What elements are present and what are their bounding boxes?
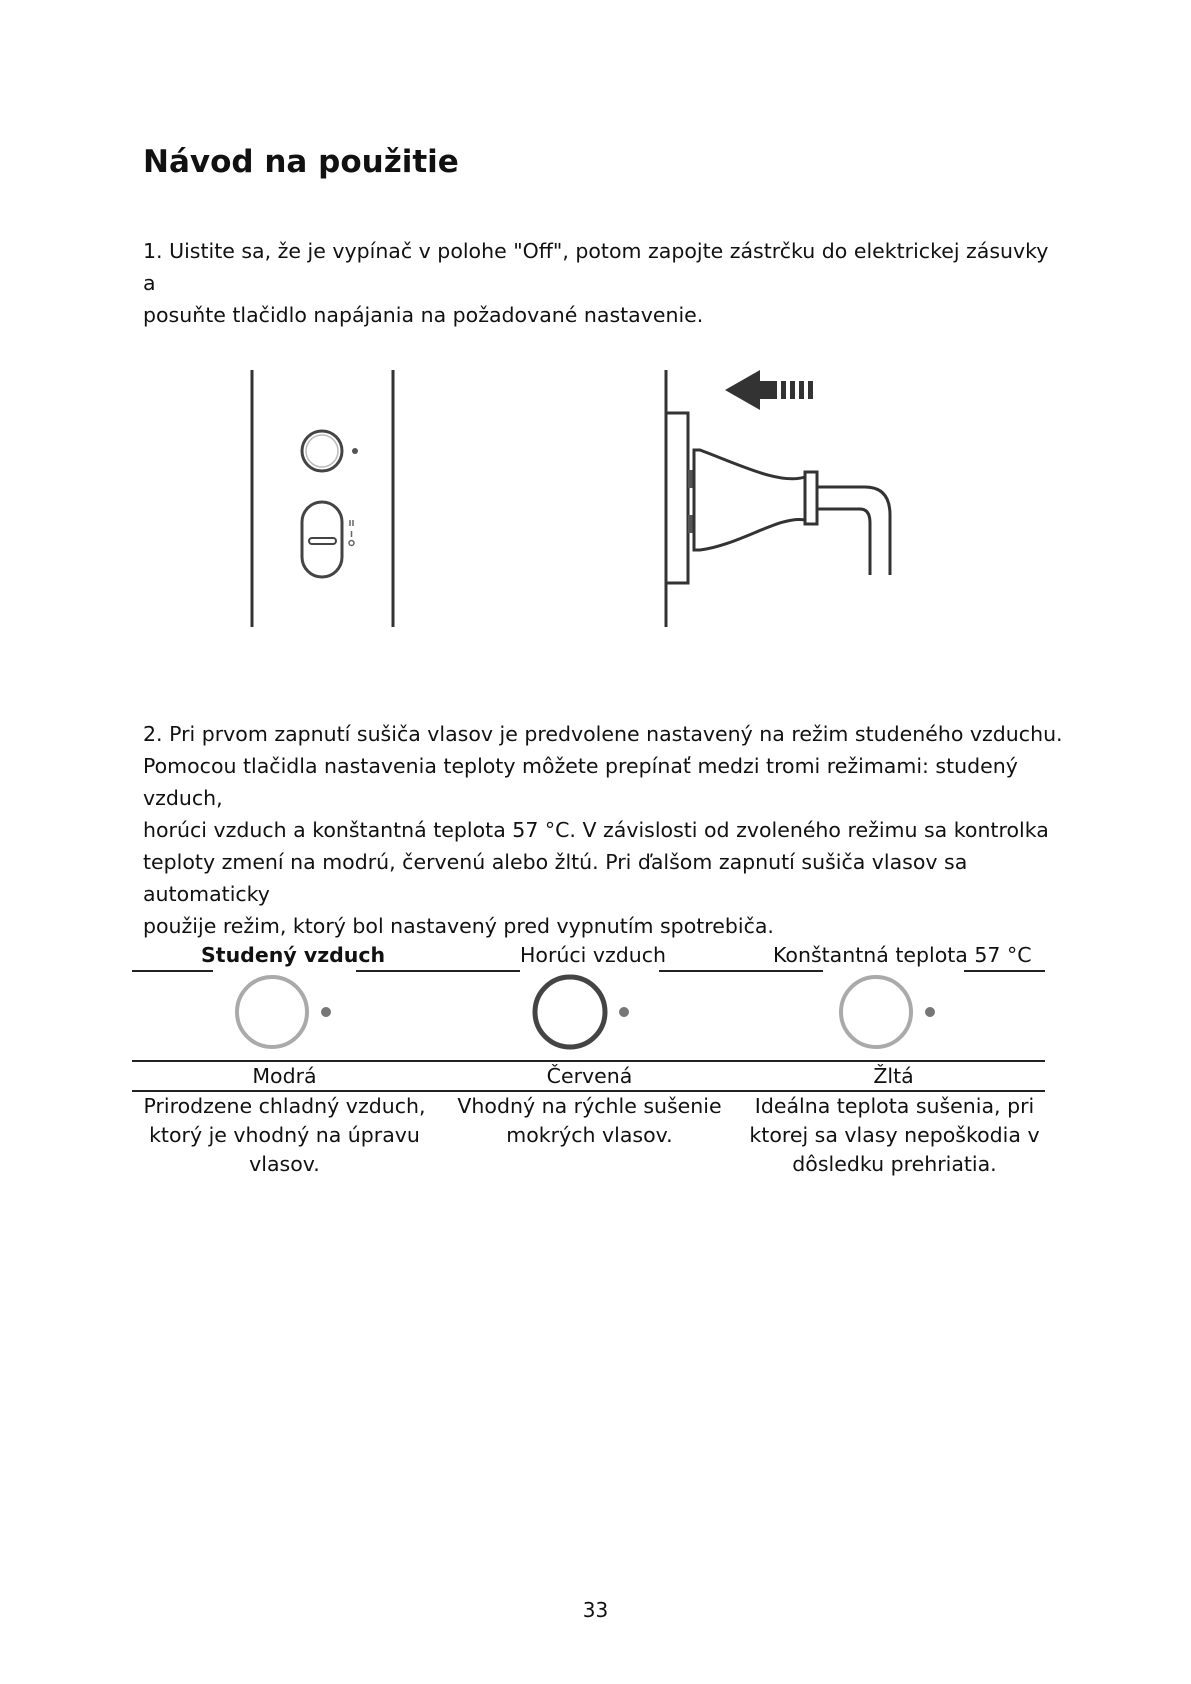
mode-header-hot: Horúci vzduch <box>520 943 667 967</box>
mode-desc-line: mokrých vlasov. <box>506 1123 673 1147</box>
step-2-line: teploty zmení na modrú, červenú alebo žltú. Pri ďalšom zapnutí sušiča vlasov sa automaticky <box>143 850 968 906</box>
step-2-line: Pomocou tlačidla nastavenia teploty môžete prepínať medzi tromi režimami: studený vzduch, <box>143 754 1018 810</box>
table-rule <box>659 970 823 972</box>
temperature-button-icon <box>302 431 342 471</box>
mode-desc-line: Vhodný na rýchle sušenie <box>457 1094 722 1118</box>
step-1-text <box>143 235 1063 331</box>
mode-color-cold: Modrá <box>252 1064 317 1088</box>
step-2-line: 2. Pri prvom zapnutí sušiča vlasov je predvolene nastavený na režim studeného vzduchu. <box>143 722 1063 746</box>
page-number: 33 <box>582 1598 609 1622</box>
mode-desc-line: ktorej sa vlasy nepoškodia v <box>749 1123 1040 1147</box>
mode-desc-line: Prirodzene chladný vzduch, <box>143 1094 426 1118</box>
cold-mode-indicator-icon <box>230 972 340 1052</box>
switch-panel-illustration <box>230 365 410 630</box>
mode-header-constant: Konštantná teplota 57 °C <box>773 943 1032 967</box>
step-2-text <box>143 718 1063 942</box>
step-1-line: posuňte tlačidlo napájania na požadované nastavenie. <box>143 303 704 327</box>
mode-color-hot: Červená <box>546 1064 633 1088</box>
mode-header-cold: Studený vzduch <box>201 943 386 967</box>
page-title: Návod na použitie <box>143 144 459 180</box>
wall-socket-icon <box>666 413 688 583</box>
table-rule <box>964 970 1045 972</box>
mode-desc-line: Ideálna teplota sušenia, pri <box>754 1094 1035 1118</box>
mode-desc-line: dôsledku prehriatia. <box>792 1152 997 1176</box>
plug-socket-illustration <box>650 365 930 635</box>
hot-mode-indicator-icon <box>528 972 638 1052</box>
step-2-line: horúci vzduch a konštantná teplota 57 °C. V závislosti od zvoleného režimu sa kontrolka <box>143 818 1049 842</box>
mode-desc-constant <box>747 1092 1042 1179</box>
arrow-left-icon <box>725 370 777 410</box>
table-rule <box>356 970 520 972</box>
constant-mode-indicator-icon <box>834 972 944 1052</box>
mode-desc-line: ktorý je vhodný na úpravu <box>149 1123 420 1147</box>
indicator-light-icon <box>352 448 358 454</box>
mode-desc-hot <box>442 1092 737 1150</box>
table-rule <box>132 970 213 972</box>
step-2-line: použije režim, ktorý bol nastavený pred vypnutím spotrebiča. <box>143 914 774 938</box>
mode-desc-line: vlasov. <box>249 1152 320 1176</box>
mode-desc-cold <box>137 1092 432 1179</box>
plug-icon <box>694 450 805 550</box>
mode-color-constant: Žltá <box>873 1064 914 1088</box>
step-1-line: 1. Uistite sa, že je vypínač v polohe "Off", potom zapojte zástrčku do elektrickej zásuvky a <box>143 239 1049 295</box>
